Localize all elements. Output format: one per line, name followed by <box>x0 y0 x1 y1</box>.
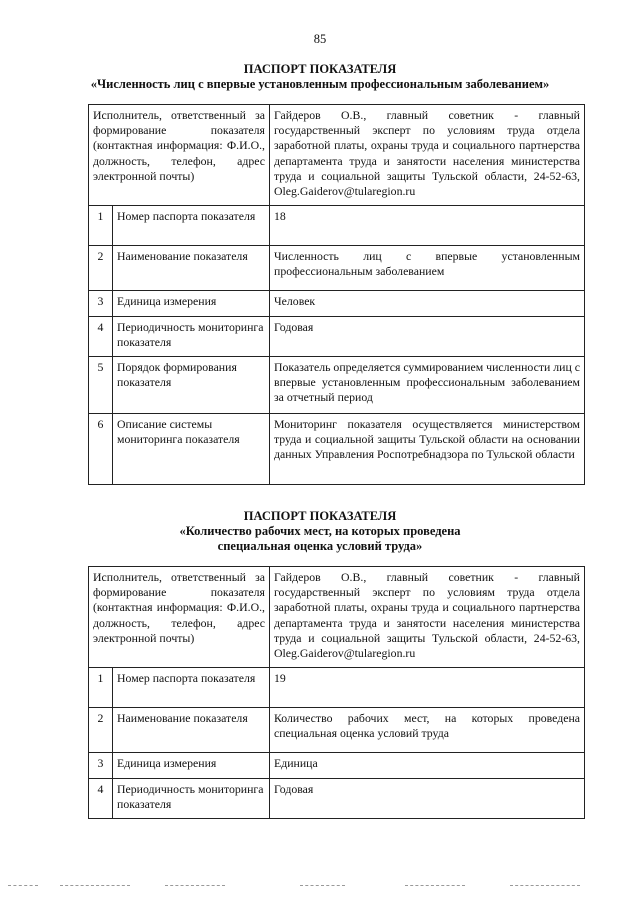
row-number: 2 <box>89 708 113 753</box>
table-row <box>89 291 585 317</box>
scan-artifact-line <box>60 885 130 886</box>
row-number: 4 <box>89 779 113 819</box>
row-label: Порядок формирования показателя <box>113 357 270 414</box>
scan-artifact-line <box>300 885 345 886</box>
passport-1-heading: ПАСПОРТ ПОКАЗАТЕЛЯ <box>243 62 397 76</box>
row-value: 18 <box>270 206 585 246</box>
row-value: Единица <box>270 753 585 779</box>
executor-value: Гайдеров О.В., главный советник - главный государственный эксперт по условиям труда отдела заработной платы, охраны труда и социального партнерства департамента труда и занятости населения министерства труда и социальной защиты Тульской области, 24-52-63, Oleg.Gaiderov@tularegion.ru <box>270 105 585 206</box>
table-row <box>89 414 585 485</box>
row-number: 2 <box>89 246 113 291</box>
row-value: Мониторинг показателя осуществляется министерством труда и социальной защиты Тульской области на основании данных Управления Роспотребнадзора по Тульской области <box>270 414 585 485</box>
table-row <box>89 779 585 819</box>
scan-artifact-line <box>165 885 225 886</box>
row-value: Количество рабочих мест, на которых проведена специальная оценка условий труда <box>270 708 585 753</box>
row-number: 6 <box>89 414 113 485</box>
row-value: Годовая <box>270 779 585 819</box>
row-label: Единица измерения <box>113 291 270 317</box>
table-row <box>89 708 585 753</box>
row-label: Наименование показателя <box>113 246 270 291</box>
row-value: Показатель определяется суммированием численности лиц с впервые установленным профессиональным заболеванием за отчетный период <box>270 357 585 414</box>
executor-label: Исполнитель, ответственный за формирование показателя (контактная информация: Ф.И.О., должность, телефон, адрес электронной почты) <box>89 105 270 206</box>
row-value: Годовая <box>270 317 585 357</box>
table-row <box>89 206 585 246</box>
executor-value: Гайдеров О.В., главный советник - главный государственный эксперт по условиям труда отдела заработной платы, охраны труда и социального партнерства департамента труда и занятости населения министерства труда и социальной защиты Тульской области, 24-52-63, Oleg.Gaiderov@tularegion.ru <box>270 567 585 668</box>
row-value: 19 <box>270 668 585 708</box>
passport-1-subtitle: «Численность лиц с впервые установленным профессиональным заболеванием» <box>90 77 550 91</box>
passport-2-subtitle-line2: специальная оценка условий труда» <box>217 539 423 553</box>
row-label: Описание системы мониторинга показателя <box>113 414 270 485</box>
scan-artifact-line <box>405 885 465 886</box>
table-row <box>89 668 585 708</box>
row-number: 3 <box>89 753 113 779</box>
row-value: Человек <box>270 291 585 317</box>
row-number: 4 <box>89 317 113 357</box>
passport-2-table <box>88 566 585 819</box>
table-row <box>89 567 585 668</box>
table-row <box>89 105 585 206</box>
passport-1-table <box>88 104 585 485</box>
scan-artifact-line <box>510 885 580 886</box>
row-label: Периодичность мониторинга показателя <box>113 317 270 357</box>
table-row <box>89 357 585 414</box>
row-number: 5 <box>89 357 113 414</box>
row-number: 3 <box>89 291 113 317</box>
row-label: Номер паспорта показателя <box>113 668 270 708</box>
executor-label: Исполнитель, ответственный за формирование показателя (контактная информация: Ф.И.О., должность, телефон, адрес электронной почты) <box>89 567 270 668</box>
page-number: 85 <box>313 32 327 46</box>
table-row <box>89 246 585 291</box>
passport-2-heading: ПАСПОРТ ПОКАЗАТЕЛЯ <box>243 509 397 523</box>
table-row <box>89 753 585 779</box>
scan-artifact-line <box>8 885 38 886</box>
row-label: Периодичность мониторинга показателя <box>113 779 270 819</box>
table-row <box>89 317 585 357</box>
row-label: Номер паспорта показателя <box>113 206 270 246</box>
row-number: 1 <box>89 206 113 246</box>
row-value: Численность лиц с впервые установленным профессиональным заболеванием <box>270 246 585 291</box>
row-label: Наименование показателя <box>113 708 270 753</box>
row-number: 1 <box>89 668 113 708</box>
row-label: Единица измерения <box>113 753 270 779</box>
passport-2-subtitle-line1: «Количество рабочих мест, на которых проведена <box>179 524 461 538</box>
